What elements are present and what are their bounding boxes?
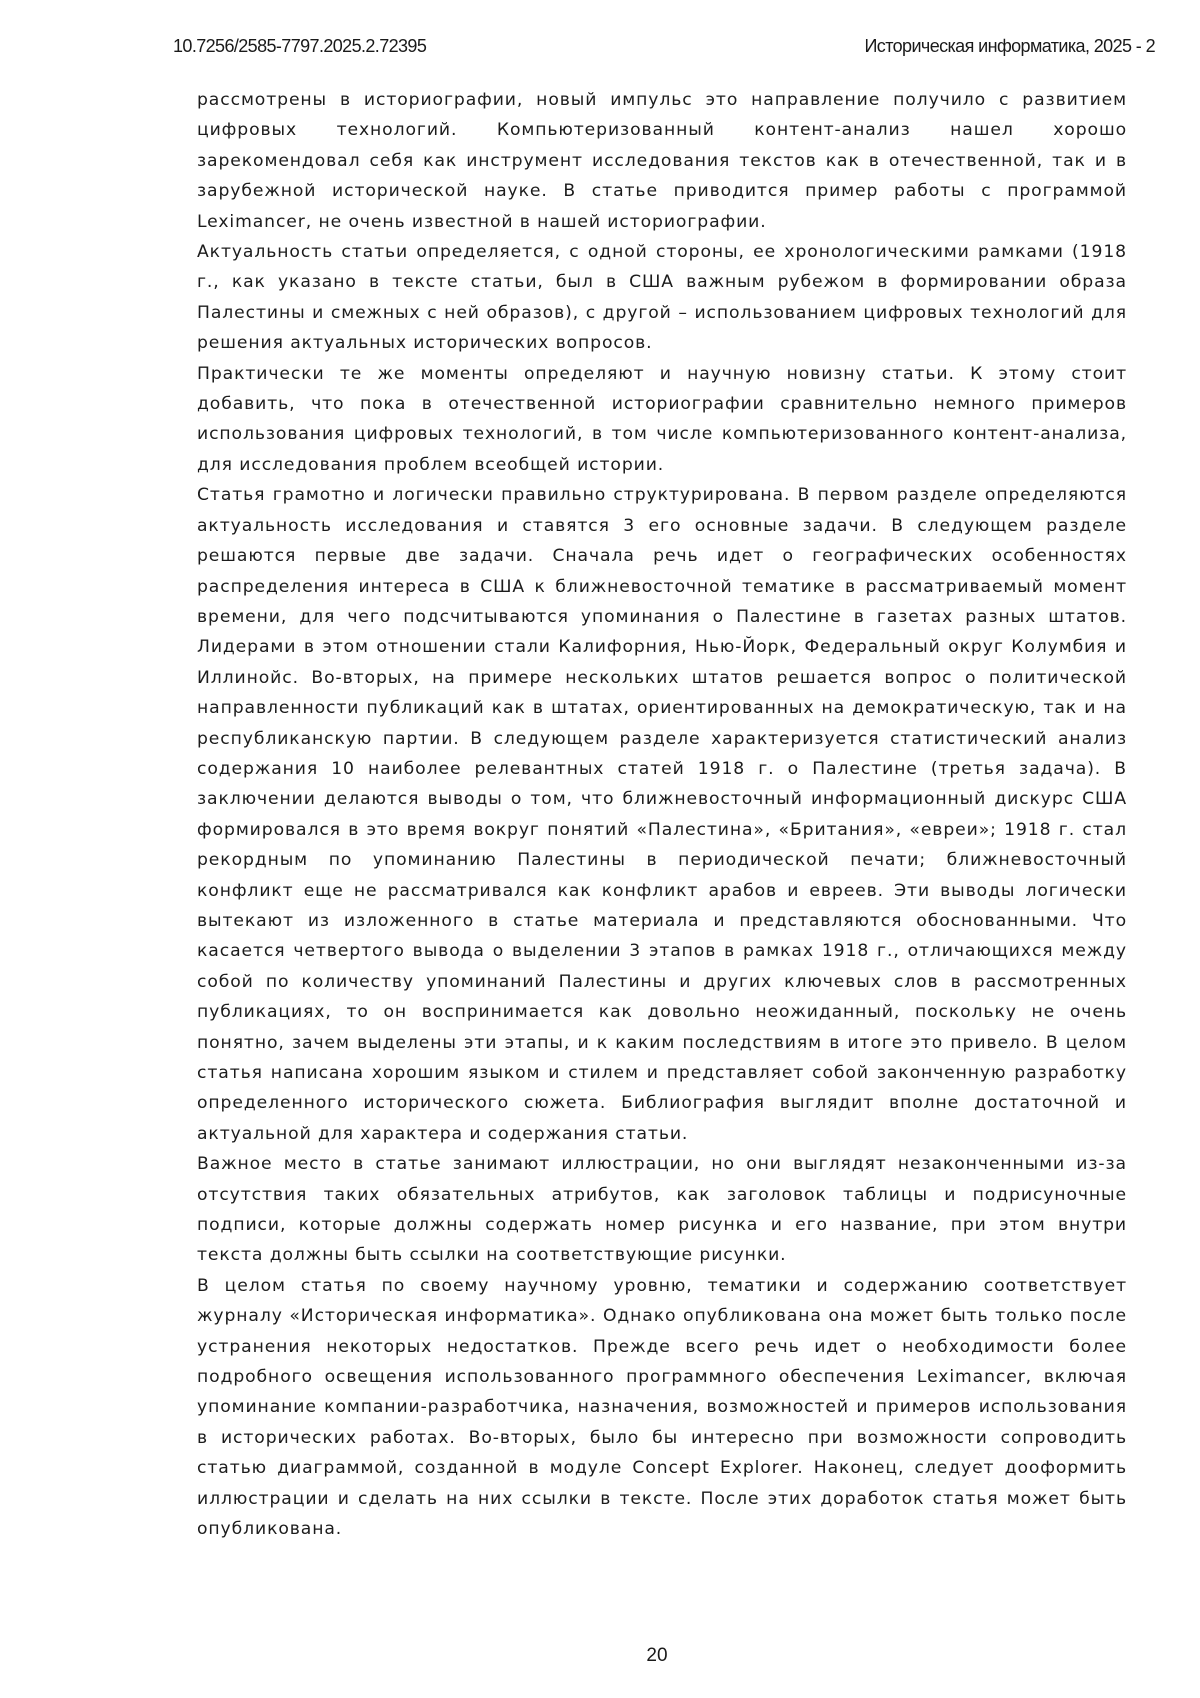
paragraph-5: Важное место в статье занимают иллюстрации, но они выглядят незаконченными из-за отсутствия таких обязательных атрибутов, как заголовок таблицы и подрисуночные подписи, которые должны содержать номер рисунка и его название, при этом внутри текста должны быть ссылки на соответствующие рисунки. — [197, 1154, 1127, 1266]
article-body — [197, 85, 1127, 1545]
paragraph-1: рассмотрены в историографии, новый импульс это направление получило с развитием цифровых технологий. Компьютеризованный контент-анализ нашел хорошо зарекомендовал себя как инструмент исследования текстов как в отечественной, так и в зарубежной исторической науке. В статье приводится пример работы с программой Leximancer, не очень известной в нашей историографии. — [197, 90, 1127, 232]
paragraph-2: Актуальность статьи определяется, с одной стороны, ее хронологическими рамками (1918 г., как указано в тексте статьи, был в США важным рубежом в формировании образа Палестины и смежных с ней образов), с другой – использованием цифровых технологий для решения актуальных исторических вопросов. — [197, 242, 1127, 354]
paragraph-4: Статья грамотно и логически правильно структурирована. В первом разделе определяются актуальность исследования и ставятся 3 его основные задачи. В следующем разделе решаются первые две задачи. Сначала речь идет о географических особенностях распределения интереса в США к ближневосточной тематике в рассматриваемый момент времени, для чего подсчитываются упоминания о Палестине в газетах разных штатов. Лидерами в этом отношении стали Калифорния, Нью-Йорк, Федеральный округ Колумбия и Иллинойс. Во-вторых, на примере нескольких штатов решается вопрос о политической направленности публикаций как в штатах, ориентированных на демократическую, так и на республиканскую партии. В следующем разделе характеризуется статистический анализ содержания 10 наиболее релевантных статей 1918 г. о Палестине (третья задача). В заключении делаются выводы о том, что ближневосточный информационный дискурс США формировался в это время вокруг понятий «Палестина», «Британия», «евреи»; 1918 г. стал рекордным по упоминанию Палестины в периодической печати; ближневосточный конфликт еще не рассматривался как конфликт арабов и евреев. Эти выводы логически вытекают из изложенного в статье материала и представляются обоснованными. Что касается четвертого вывода о выделении 3 этапов в рамках 1918 г., отличающихся между собой по количеству упоминаний Палестины и других ключевых слов в рассмотренных публикациях, то он воспринимается как довольно неожиданный, поскольку не очень понятно, зачем выделены эти этапы, и к каким последствиям в итоге это привело. В целом статья написана хорошим языком и стилем и представляет собой законченную разработку определенного исторического сюжета. Библиография выглядит вполне достаточной и актуальной для характера и содержания статьи. — [197, 485, 1127, 1144]
paragraph-3: Практически те же моменты определяют и научную новизну статьи. К этому стоит добавить, что пока в отечественной историографии сравнительно немного примеров использования цифровых технологий, в том числе компьютеризованного контент-анализа, для исследования проблем всеобщей истории. — [197, 363, 1127, 475]
journal-title: Историческая информатика, 2025 - 2 — [864, 36, 1155, 56]
page-number: 20 — [646, 1645, 668, 1666]
page-header — [173, 36, 1155, 60]
doi-identifier: 10.7256/2585-7797.2025.2.72395 — [173, 36, 427, 56]
paragraph-6: В целом статья по своему научному уровню, тематики и содержанию соответствует журналу «Историческая информатика». Однако опубликована она может быть только после устранения некоторых недостатков. Прежде всего речь идет о необходимости более подробного освещения использованного программного обеспечения Leximancer, включая упоминание компании-разработчика, назначения, возможностей и примеров использования в исторических работах. Во-вторых, было бы интересно при возможности сопроводить статью диаграммой, созданной в модуле Concept Explorer. Наконец, следует дооформить иллюстрации и сделать на них ссылки в тексте. После этих доработок статья может быть опубликована. — [197, 1275, 1127, 1540]
